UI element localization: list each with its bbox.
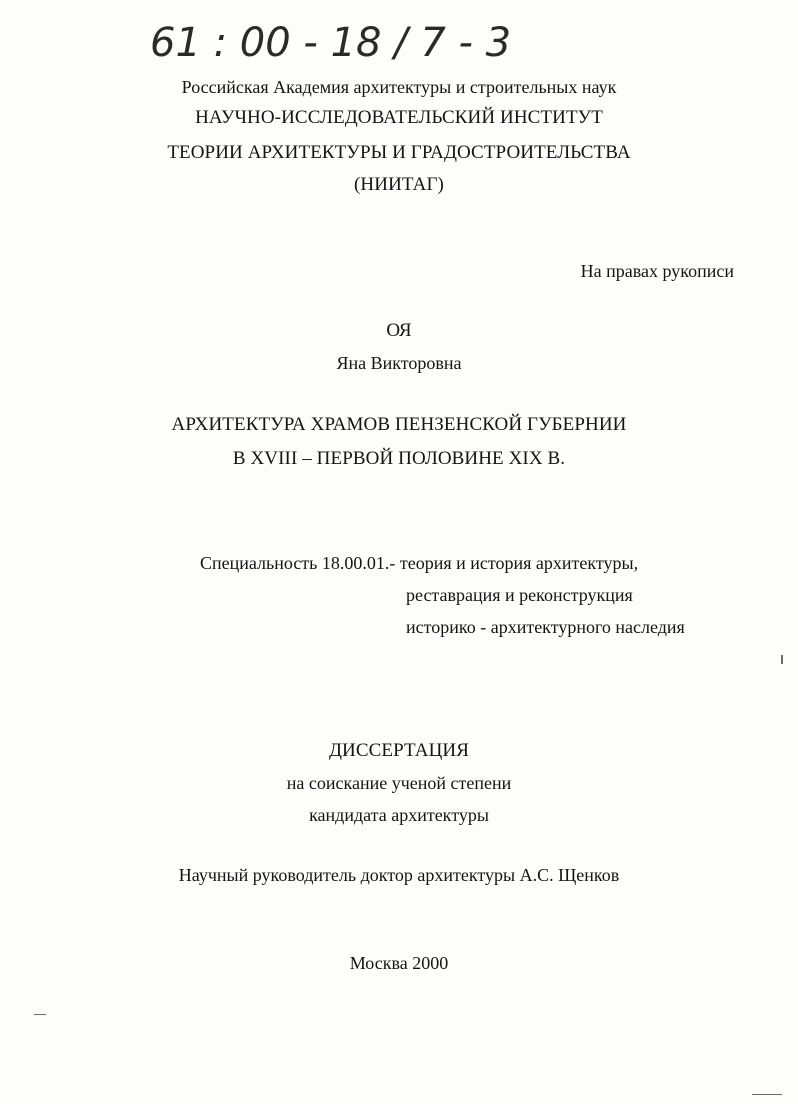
dissertation-heading: ДИССЕРТАЦИЯ — [328, 740, 470, 761]
city-and-year: Москва 2000 — [349, 953, 449, 973]
thesis-title-line1: АРХИТЕКТУРА ХРАМОВ ПЕНЗЕНСКОЙ ГУБЕРНИИ — [171, 414, 627, 435]
degree-line1: на соискание ученой степени — [286, 773, 512, 793]
institute-name-line2: ТЕОРИИ АРХИТЕКТУРЫ И ГРАДОСТРОИТЕЛЬСТВА — [167, 142, 631, 163]
author-given-names: Яна Викторовна — [336, 353, 462, 373]
scan-speck — [781, 655, 783, 664]
scan-speck — [752, 1094, 782, 1095]
thesis-title-line2: В XVIII – ПЕРВОЙ ПОЛОВИНЕ XIX В. — [232, 448, 566, 469]
specialty-line1: Специальность 18.00.01.- теория и история архитектуры, — [200, 553, 639, 573]
specialty-line2: реставрация и реконструкция — [406, 585, 633, 605]
scan-speck — [34, 1014, 46, 1015]
degree-line2: кандидата архитектуры — [309, 805, 489, 825]
institute-name-line1: НАУЧНО-ИССЛЕДОВАТЕЛЬСКИЙ ИНСТИТУТ — [195, 107, 603, 128]
author-surname: ОЯ — [386, 320, 412, 341]
institute-abbreviation: (НИИТАГ) — [354, 174, 444, 195]
supervisor-line: Научный руководитель доктор архитектуры А.С. Щенков — [178, 865, 620, 885]
academy-name: Российская Академия архитектуры и строительных наук — [181, 77, 617, 97]
archive-number-text: 61 : 00 - 18 / 7 - 3 — [150, 20, 512, 66]
handwritten-archive-number — [150, 10, 512, 70]
specialty-line3: историко - архитектурного наследия — [406, 617, 685, 637]
manuscript-rights-note: На правах рукописи — [580, 261, 734, 281]
